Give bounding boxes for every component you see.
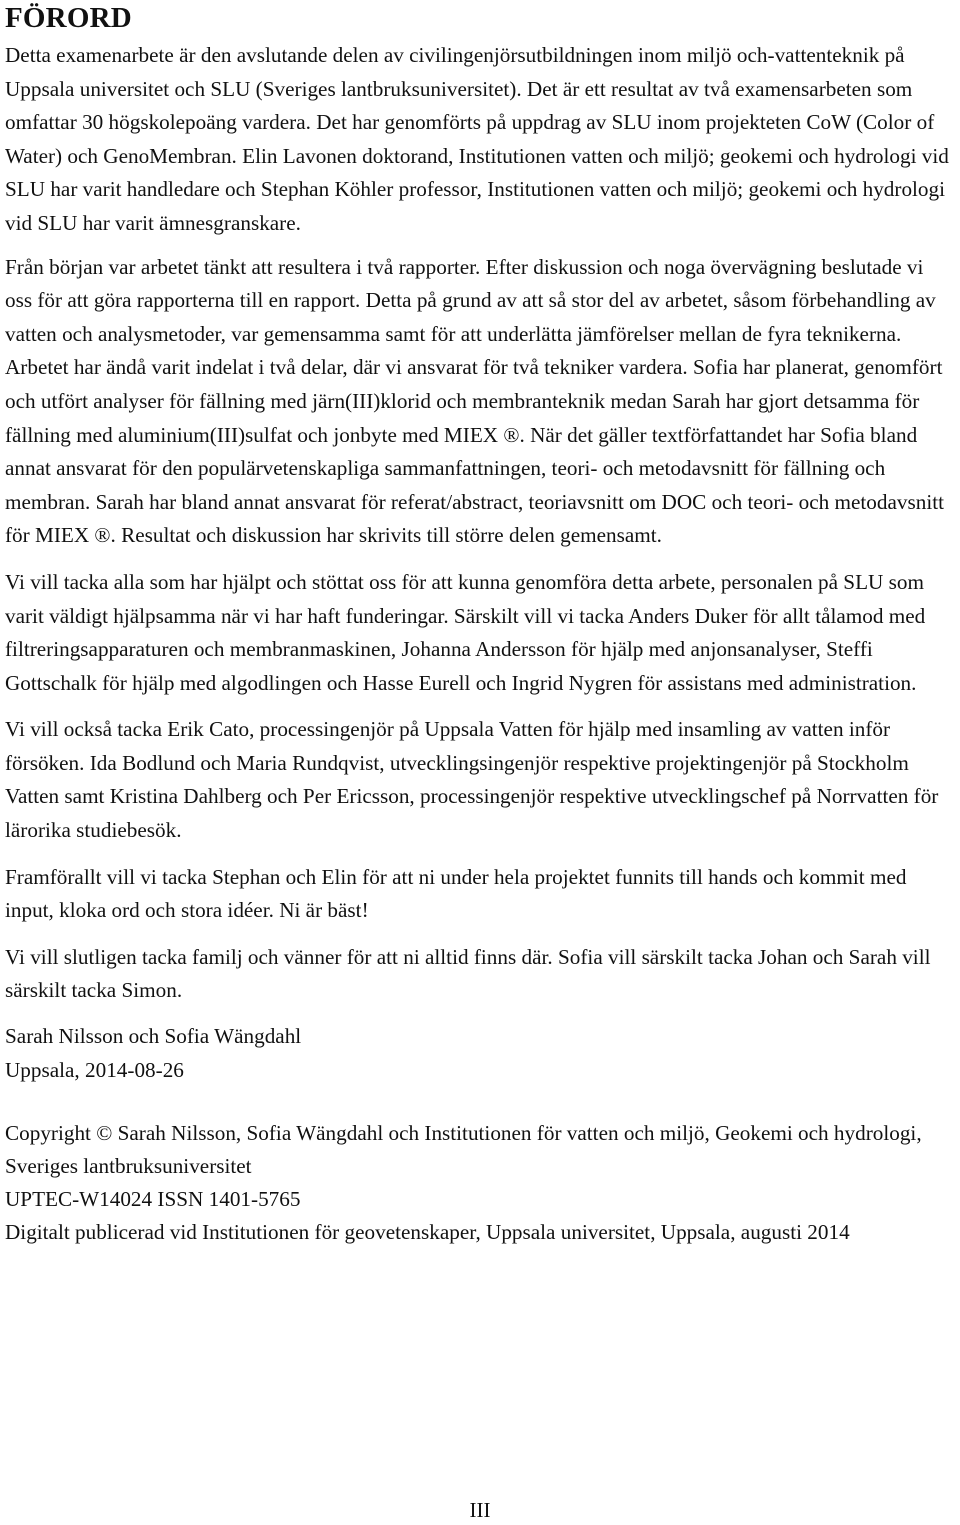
publication-note: Digitalt publicerad vid Institutionen för geovetenskaper, Uppsala universitet, Uppsala, augusti 2014 [5,1220,850,1245]
document-page [5,0,955,1249]
paragraph-thanks-family: Vi vill slutligen tacka familj och vänner för att ni alltid finns där. Sofia vill särskilt tacka Johan och Sarah vill särskilt tacka Simon. [5,944,931,1003]
paragraph-thanks-water-utilities: Vi vill också tacka Erik Cato, processingenjör på Uppsala Vatten för hjälp med insamling av vatten inför försöken. Ida Bodlund och Maria Rundqvist, utvecklingsingenjör respektive projektingenjör på Stockholm Vatten samt Kristina Dahlberg och Per Ericsson, processingenjör respektive utvecklingschef på Norrvatten för lärorika studiebesök. [5,717,939,843]
page-number: III [469,1498,491,1522]
copyright-block [5,1117,955,1249]
page-title: FÖRORD [5,2,132,34]
signature-authors: Sarah Nilsson och Sofia Wängdahl [5,1024,302,1049]
signature-place-date: Uppsala, 2014-08-26 [5,1058,184,1083]
paragraph-work-division: Från början var arbetet tänkt att resultera i två rapporter. Efter diskussion och noga övervägning beslutade vi oss för att göra rapporterna till en rapport. Detta på grund av att så stor del av arbetet, såsom förbehandling av vatten och analysmetoder, var gemensamma samt för att underlätta jämförelser mellan de fyra teknikerna. Arbetet har ändå varit indelat i två delar, där vi ansvarat för två tekniker vardera. Sofia har planerat, genomfört och utfört analyser för fällning med järn(III)klorid och membranteknik medan Sarah har gjort detsamma för fällning med aluminium(III)sulfat och jonbyte med MIEX ®. När det gäller textförfattandet har Sofia bland annat ansvarat för den populärvetenskapliga sammanfattningen, teori- och metodavsnitt för fällning och membran. Sarah har bland annat ansvarat för referat/abstract, teoriavsnitt om DOC och teori- och metodavsnitt för MIEX ®. Resultat och diskussion har skrivits till större delen gemensamt. [5,254,944,548]
signature-block [5,1019,955,1087]
paragraph-background: Detta examenarbete är den avslutande delen av civilingenjörsutbildningen inom miljö och-vattenteknik på Uppsala universitet och SLU (Sveriges lantbruksuniversitet). Det är ett resultat av två examensarbeten som omfattar 30 högskolepoäng vardera. Det har genomförts på uppdrag av SLU inom projekteten CoW (Color of Water) och GenoMembran. Elin Lavonen doktorand, Institutionen vatten och miljö; geokemi och hydrologi vid SLU har varit handledare och Stephan Köhler professor, Institutionen vatten och miljö; geokemi och hydrologi vid SLU har varit ämnesgranskare. [5,43,949,235]
copyright-notice: Copyright © Sarah Nilsson, Sofia Wängdahl och Institutionen för vatten och miljö, Geokemi och hydrologi, Sveriges lantbruksuniversitet [5,1121,922,1179]
paragraph-thanks-supervisors: Framförallt vill vi tacka Stephan och Elin för att ni under hela projektet funnits till hands och kommit med input, kloka ord och stora idéer. Ni är bäst! [5,864,907,923]
report-identifier: UPTEC-W14024 ISSN 1401-5765 [5,1187,301,1212]
paragraph-thanks-staff: Vi vill tacka alla som har hjälpt och stöttat oss för att kunna genomföra detta arbete, personalen på SLU som varit väldigt hjälpsamma när vi har haft funderingar. Särskilt vill vi tacka Anders Duker för allt tålamod med filtreringsapparaturen och membranmaskinen, Johanna Andersson för hjälp med anjonsanalyser, Steffi Gottschalk för hjälp med algodlingen och Hasse Eurell och Ingrid Nygren för assistans med administration. [5,569,926,695]
